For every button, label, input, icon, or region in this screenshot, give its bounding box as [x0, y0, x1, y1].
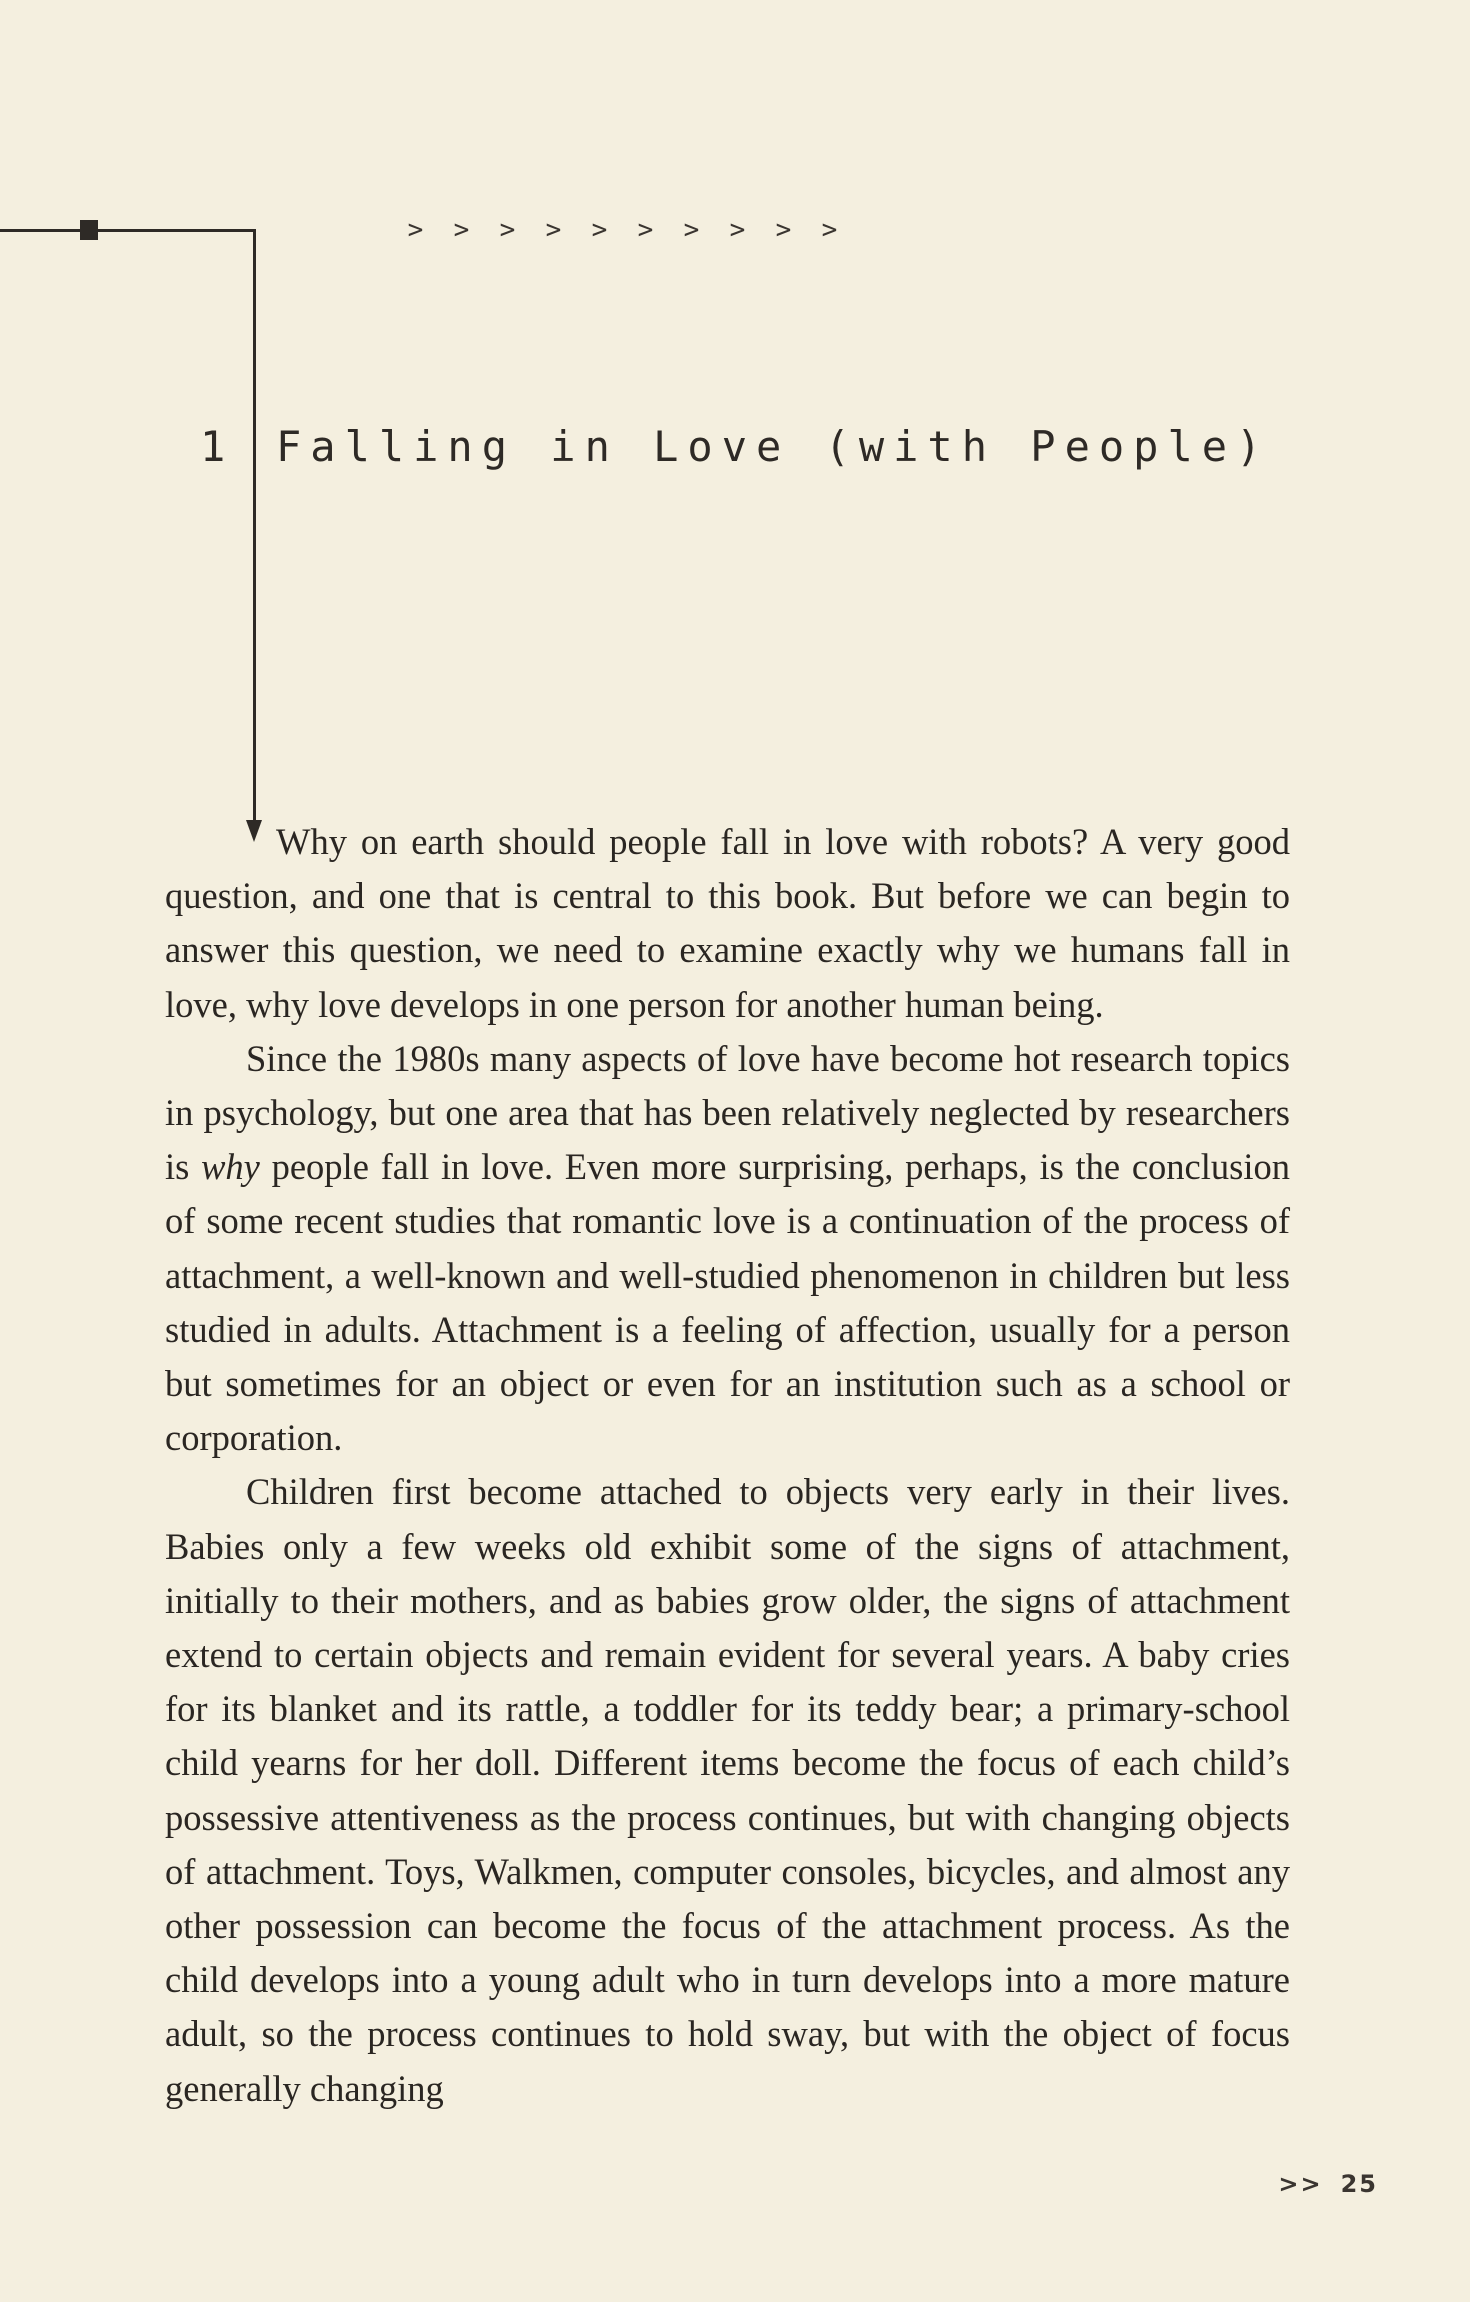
header-arrow: >: [683, 215, 700, 245]
header-arrow: >: [637, 215, 654, 245]
header-arrow: >: [499, 215, 516, 245]
square-marker-icon: [80, 220, 98, 240]
emphasis-why: why: [201, 1146, 260, 1188]
header-arrow: >: [775, 215, 792, 245]
header-arrow-row: [345, 185, 868, 275]
decorative-vertical-line: [253, 229, 256, 829]
chapter-title: Falling in Love (with People): [276, 422, 1271, 471]
paragraph-2-text-a: Since the 1980s many aspects of love have become hot research topics in psychology, but one area that has been relatively neglected by researchers is: [165, 1037, 1290, 1188]
header-arrow: >: [729, 215, 746, 245]
folio-marker: >>: [1278, 2170, 1323, 2198]
page-folio: [1278, 2170, 1378, 2198]
header-arrow: >: [407, 215, 424, 245]
paragraph-2-text-b: people fall in love. Even more surprising, perhaps, is the conclusion of some recent studies that romantic love is a continuation of the process of attachment, a well-known and well-studied phenomenon in children but less studied in adults. Attachment is a feeling of affection, usually for a person but sometimes for an object or even for an institution such as a school or corporation.: [165, 1146, 1290, 1459]
header-arrow: >: [453, 215, 470, 245]
paragraph-1: Why on earth should people fall in love with robots? A very good question, and one that is central to this book. But before we can begin to answer this question, we need to examine exactly why we humans fall in love, why love develops in one person for another human being.: [165, 821, 1290, 1025]
header-arrow: >: [821, 215, 838, 245]
chapter-number: 1: [200, 422, 226, 471]
paragraph-3: Children first become attached to objects very early in their lives. Babies only a few weeks old exhibit some of the signs of attachment, initially to their mothers, and as babies grow older, the signs of attachment extend to certain objects and remain evident for several years. A baby cries for its blanket and its rattle, a toddler for its teddy bear; a primary-school child yearns for her doll. Different items become the focus of each child’s possessive attentiveness as the process continues, but with changing objects of attachment. Toys, Walkmen, computer consoles, bicycles, and almost any other possession can become the focus of the attachment process. As the child develops into a young adult who in turn develops into a more mature adult, so the process continues to hold sway, but with the object of focus generally changing: [165, 1471, 1290, 2109]
chapter-body: [165, 815, 1290, 2116]
header-arrow: >: [591, 215, 608, 245]
paragraph-2: [165, 1032, 1290, 1466]
header-arrow: >: [545, 215, 562, 245]
decorative-horizontal-line: [0, 229, 256, 232]
page-number: 25: [1340, 2170, 1378, 2198]
